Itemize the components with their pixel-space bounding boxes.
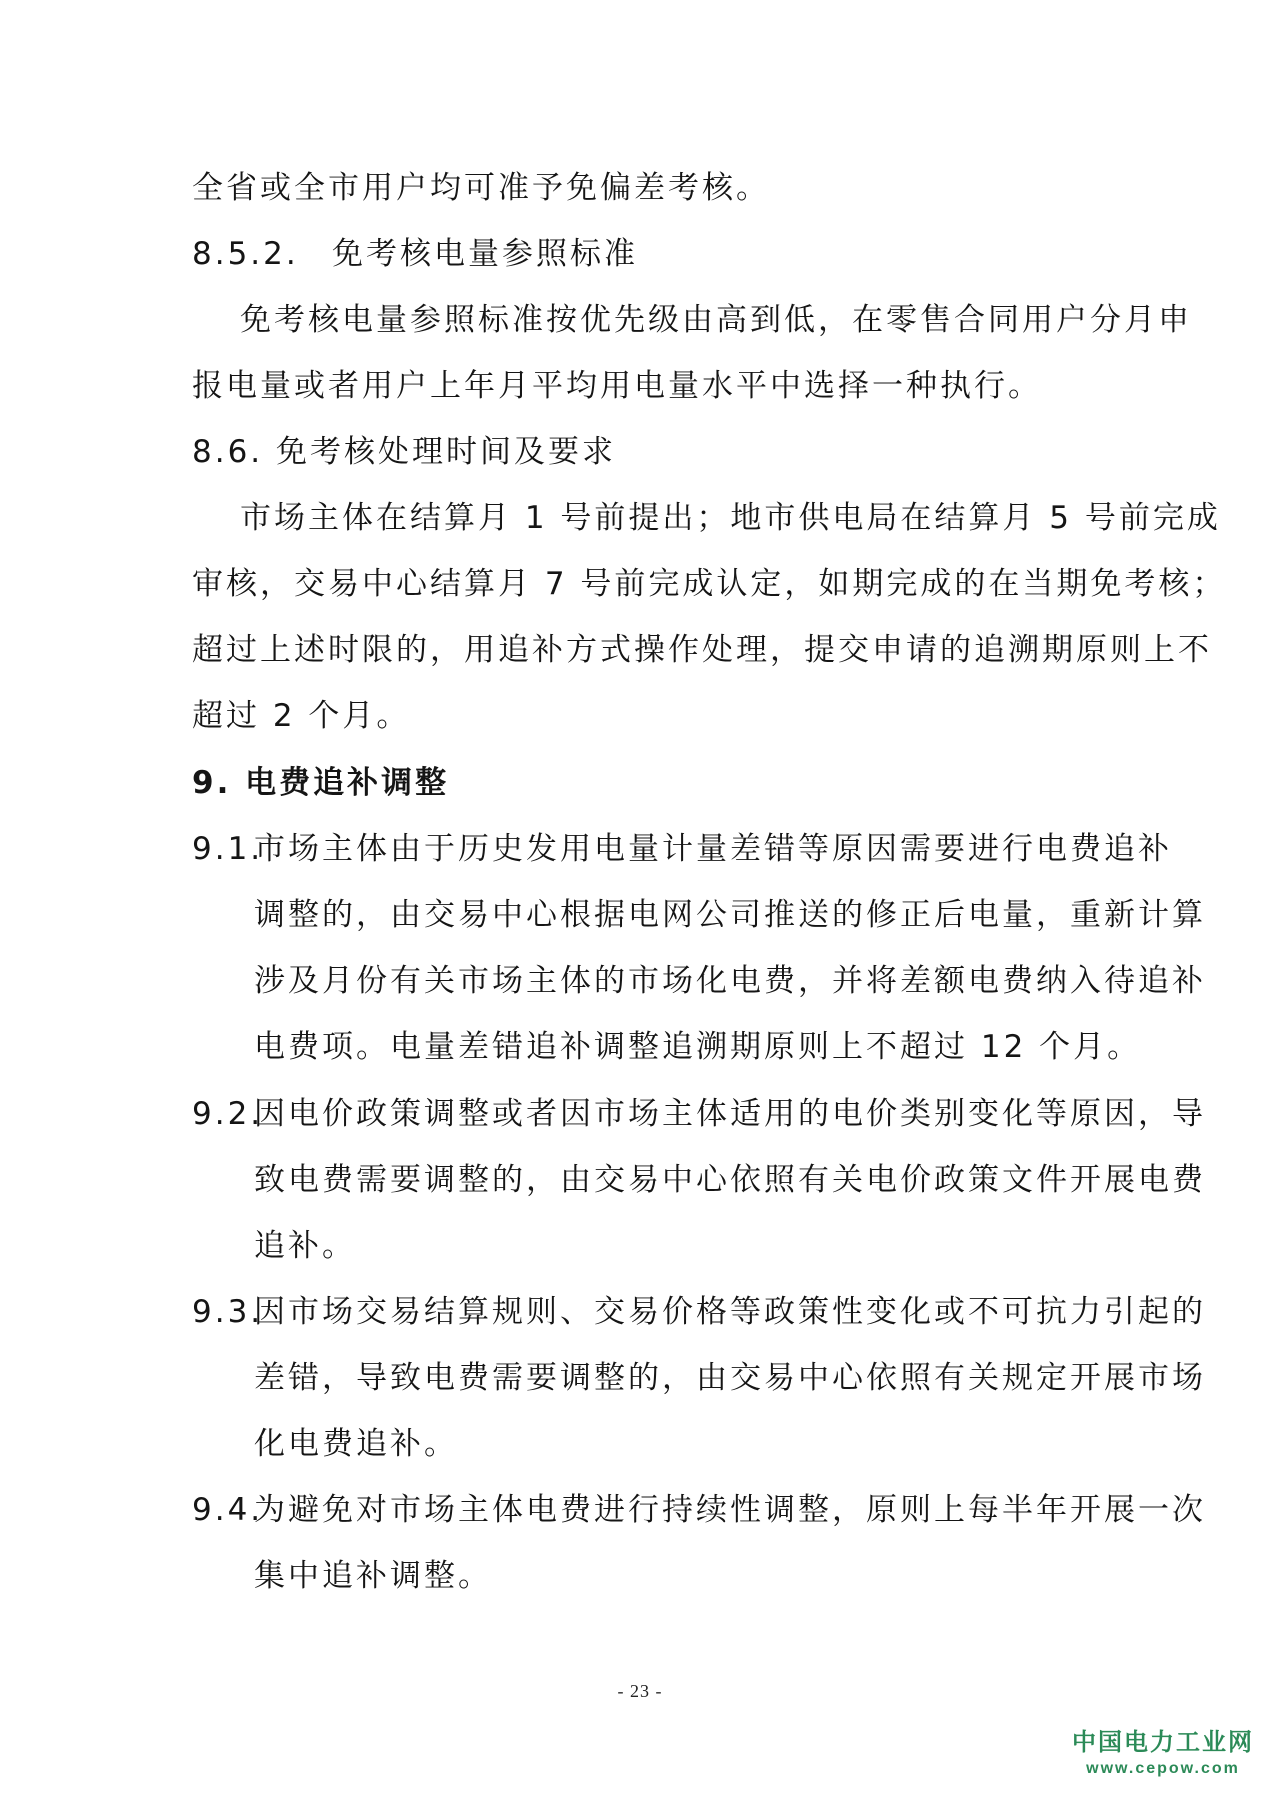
section-number-8-5-2: 8.5.2. [192, 236, 299, 272]
section-number-9-3: 9.3. [192, 1294, 264, 1330]
paragraph-line: 全省或全市用户均可准予免偏差考核。 [192, 170, 770, 206]
section-title-8-5-2: 免考核电量参照标准 [332, 236, 638, 272]
paragraph-line: 超过上述时限的，用追补方式操作处理，提交申请的追溯期原则上不 [192, 632, 1212, 668]
paragraph-line: 因电价政策调整或者因市场主体适用的电价类别变化等原因，导 [254, 1096, 1206, 1132]
paragraph-line: 审核，交易中心结算月 7 号前完成认定，如期完成的在当期免考核； [192, 566, 1227, 602]
paragraph-line: 市场主体由于历史发用电量计量差错等原因需要进行电费追补 [254, 831, 1172, 867]
paragraph-line: 致电费需要调整的，由交易中心依照有关电价政策文件开展电费 [254, 1162, 1206, 1198]
watermark-url: www.cepow.com [1086, 1760, 1240, 1777]
section-number-9-2: 9.2. [192, 1096, 264, 1132]
paragraph-line: 化电费追补。 [254, 1426, 458, 1462]
page-number: - 23 - [617, 1681, 663, 1701]
paragraph-line: 为避免对市场主体电费进行持续性调整，原则上每半年开展一次 [254, 1492, 1206, 1528]
paragraph-line: 超过 2 个月。 [192, 698, 411, 734]
watermark-name: 中国电力工业网 [1072, 1728, 1254, 1756]
paragraph-line: 调整的，由交易中心根据电网公司推送的修正后电量，重新计算 [254, 897, 1206, 933]
paragraph-line: 市场主体在结算月 1 号前提出；地市供电局在结算月 5 号前完成 [240, 500, 1221, 536]
paragraph-line: 电费项。电量差错追补调整追溯期原则上不超过 12 个月。 [254, 1029, 1142, 1065]
site-watermark [1068, 1727, 1258, 1781]
paragraph-line: 追补。 [254, 1228, 356, 1264]
paragraph-line: 因市场交易结算规则、交易价格等政策性变化或不可抗力引起的 [254, 1294, 1206, 1330]
section-number-9-1: 9.1. [192, 831, 264, 867]
paragraph-line: 报电量或者用户上年月平均用电量水平中选择一种执行。 [192, 368, 1042, 404]
section-number-9-4: 9.4. [192, 1492, 264, 1528]
section-heading-9: 9. 电费追补调整 [192, 765, 450, 801]
paragraph-line: 涉及月份有关市场主体的市场化电费，并将差额电费纳入待追补 [254, 963, 1206, 999]
paragraph-line: 集中追补调整。 [254, 1558, 492, 1594]
paragraph-line: 差错，导致电费需要调整的，由交易中心依照有关规定开展市场 [254, 1360, 1206, 1396]
paragraph-line: 免考核电量参照标准按优先级由高到低，在零售合同用户分月申 [240, 302, 1192, 338]
section-heading-8-6: 8.6. 免考核处理时间及要求 [192, 434, 617, 470]
